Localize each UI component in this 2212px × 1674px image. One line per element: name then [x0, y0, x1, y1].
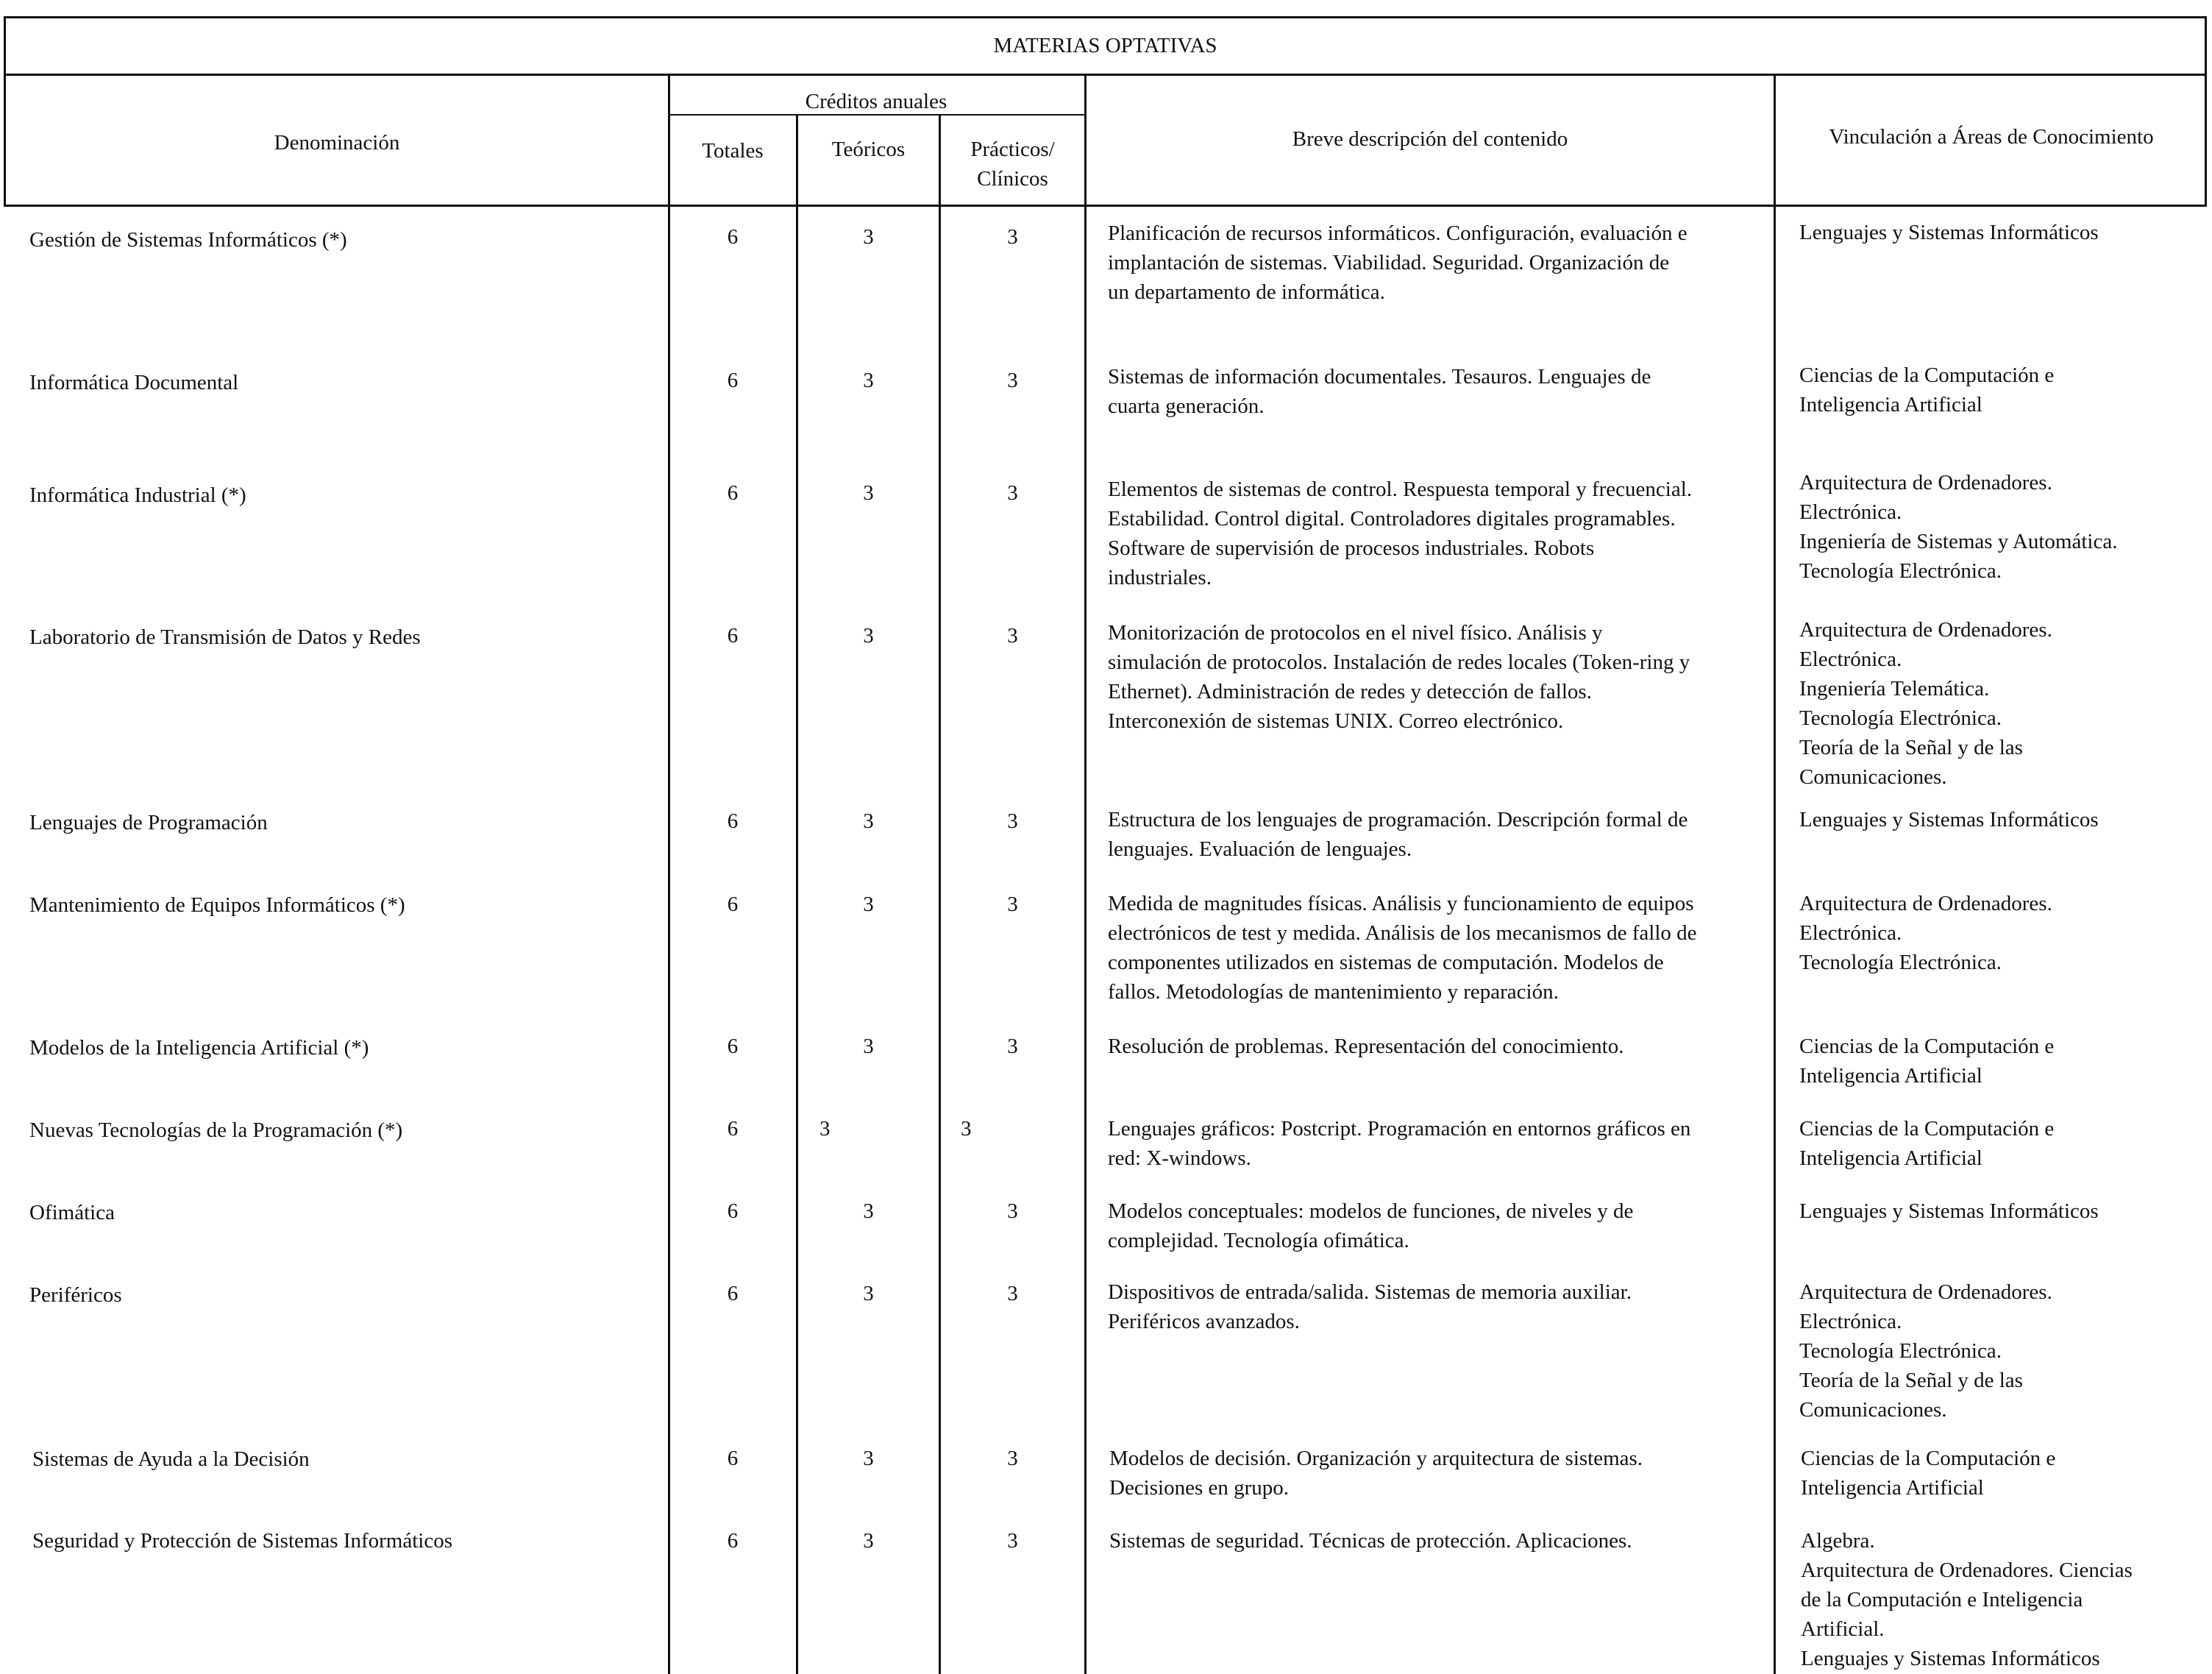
table-title: MATERIAS OPTATIVAS [993, 34, 1217, 57]
row-name: Informática Documental [29, 371, 239, 394]
row-name: Seguridad y Protección de Sistemas Informáticos [32, 1529, 453, 1553]
row-totales: 6 [727, 624, 739, 648]
row-practicos: 3 [1007, 1282, 1018, 1305]
row-areas: Ciencias de la Computación e Inteligencia Artificial [1801, 1447, 2056, 1500]
row-teoricos: 3 [863, 1199, 874, 1223]
row-totales: 6 [727, 1035, 739, 1058]
row-areas: Arquitectura de Ordenadores. Electrónica. Tecnología Electrónica. [1799, 892, 2052, 974]
row-practicos: 3 [1007, 225, 1018, 249]
row-areas: Arquitectura de Ordenadores. Electrónica. Tecnología Electrónica. Teoría de la Señal y de las Comunicaciones. [1799, 1280, 2052, 1422]
row-areas: Lenguajes y Sistemas Informáticos [1799, 1199, 2099, 1223]
row-areas: Ciencias de la Computación e Inteligencia Artificial [1799, 1117, 2055, 1170]
rule-header-bottom [4, 205, 2207, 207]
header-totales: Totales [702, 139, 764, 163]
row-areas: Ciencias de la Computación e Inteligencia Artificial [1799, 1035, 2055, 1088]
row-name: Modelos de la Inteligencia Artificial (*) [29, 1036, 369, 1060]
header-creditos: Créditos anuales [805, 90, 947, 113]
row-name: Ofimática [29, 1201, 115, 1224]
row-totales: 6 [727, 1117, 739, 1141]
row-teoricos: 3 [863, 369, 874, 392]
row-areas: Lenguajes y Sistemas Informáticos [1799, 808, 2099, 831]
row-teoricos: 3 [863, 1282, 874, 1305]
header-vinculacion: Vinculación a Áreas de Conocimiento [1829, 125, 2154, 149]
row-descripcion: Sistemas de seguridad. Técnicas de protección. Aplicaciones. [1109, 1529, 1632, 1553]
row-totales: 6 [727, 369, 739, 392]
row-teoricos: 3 [819, 1117, 831, 1141]
row-descripcion: Elementos de sistemas de control. Respuesta temporal y frecuencial. Estabilidad. Control digital. Controladores digitales programables. Software de supervisión de procesos industriales. Robots industriales. [1108, 478, 1693, 589]
row-descripcion: Monitorización de protocolos en el nivel físico. Análisis y simulación de protocolos. Instalación de redes locales (Token-ring y Ethernet). Administración de redes y detección de fallos. Interconexión de sistemas UNIX. Correo electrónico. [1108, 621, 1690, 733]
row-descripcion: Modelos de decisión. Organización y arquitectura de sistemas. Decisiones en grupo. [1109, 1447, 1643, 1500]
col-line-4 [1084, 74, 1087, 1674]
row-name: Gestión de Sistemas Informáticos (*) [29, 228, 347, 252]
row-totales: 6 [727, 1199, 739, 1223]
row-totales: 6 [727, 225, 739, 249]
row-totales: 6 [727, 1282, 739, 1305]
row-totales: 6 [727, 1447, 739, 1470]
header-teoricos: Teóricos [831, 138, 906, 161]
row-areas: Arquitectura de Ordenadores. Electrónica. Ingeniería de Sistemas y Automática. Tecnología Electrónica. [1799, 471, 2118, 583]
row-practicos: 3 [1007, 1447, 1018, 1470]
row-practicos: 3 [1007, 1199, 1018, 1223]
row-areas: Lenguajes y Sistemas Informáticos [1799, 221, 2099, 244]
row-totales: 6 [727, 893, 739, 916]
row-name: Periféricos [29, 1283, 122, 1307]
header-denominacion: Denominación [274, 131, 400, 155]
row-name: Lenguajes de Programación [29, 811, 268, 834]
row-practicos: 3 [1007, 624, 1018, 648]
row-name: Laboratorio de Transmisión de Datos y Redes [29, 625, 421, 649]
row-practicos: 3 [1007, 1035, 1018, 1058]
row-practicos: 3 [1007, 809, 1018, 833]
row-name: Sistemas de Ayuda a la Decisión [32, 1447, 310, 1471]
row-teoricos: 3 [863, 481, 874, 505]
row-name: Informática Industrial (*) [29, 483, 246, 507]
col-line-5 [1774, 74, 1776, 1674]
row-areas: Arquitectura de Ordenadores. Electrónica. Ingeniería Telemática. Tecnología Electrónica. Teoría de la Señal y de las Comunicaciones. [1799, 618, 2052, 789]
row-practicos: 3 [1007, 893, 1018, 916]
row-practicos: 3 [1007, 481, 1018, 505]
row-areas: Algebra. Arquitectura de Ordenadores. Ciencias de la Computación e Inteligencia Artificial. Lenguajes y Sistemas Informáticos [1801, 1529, 2133, 1670]
row-name: Nuevas Tecnologías de la Programación (*) [29, 1118, 403, 1142]
row-teoricos: 3 [863, 809, 874, 833]
row-teoricos: 3 [863, 893, 874, 916]
rule-title-bottom [4, 74, 2207, 76]
row-teoricos: 3 [863, 1529, 874, 1553]
row-teoricos: 3 [863, 624, 874, 648]
row-descripcion: Dispositivos de entrada/salida. Sistemas de memoria auxiliar. Periféricos avanzados. [1108, 1280, 1632, 1333]
row-practicos: 3 [1007, 369, 1018, 392]
row-totales: 6 [727, 809, 739, 833]
row-totales: 6 [727, 1529, 739, 1553]
col-line-1 [668, 74, 670, 1674]
header-descripcion: Breve descripción del contenido [1292, 127, 1568, 151]
row-descripcion: Resolución de problemas. Representación del conocimiento. [1108, 1035, 1624, 1058]
row-teoricos: 3 [863, 1035, 874, 1058]
rule-top [4, 16, 2207, 18]
row-descripcion: Sistemas de información documentales. Tesauros. Lenguajes de cuarta generación. [1108, 365, 1651, 418]
row-name: Mantenimiento de Equipos Informáticos (*) [29, 893, 405, 917]
row-descripcion: Planificación de recursos informáticos. Configuración, evaluación e implantación de sistemas. Viabilidad. Seguridad. Organización de un departamento de informática. [1108, 221, 1688, 304]
row-descripcion: Lenguajes gráficos: Postcript. Programación en entornos gráficos en red: X-windows. [1108, 1117, 1691, 1170]
row-descripcion: Estructura de los lenguajes de programación. Descripción formal de lenguajes. Evaluación de lenguajes. [1108, 808, 1688, 861]
row-practicos: 3 [1007, 1529, 1018, 1553]
row-descripcion: Medida de magnitudes físicas. Análisis y funcionamiento de equipos electrónicos de test y medida. Análisis de los mecanismos de fallo de componentes utilizados en sistemas de computación. Modelos de fallos. Metodologías de mantenimiento y reparación. [1108, 892, 1697, 1004]
row-teoricos: 3 [863, 1447, 874, 1470]
row-totales: 6 [727, 481, 739, 505]
row-descripcion: Modelos conceptuales: modelos de funciones, de niveles y de complejidad. Tecnología ofimática. [1108, 1199, 1634, 1252]
row-teoricos: 3 [863, 225, 874, 249]
header-practicos: Prácticos/ Clínicos [970, 138, 1055, 191]
row-practicos: 3 [961, 1117, 972, 1141]
row-areas: Ciencias de la Computación e Inteligencia Artificial [1799, 363, 2055, 416]
